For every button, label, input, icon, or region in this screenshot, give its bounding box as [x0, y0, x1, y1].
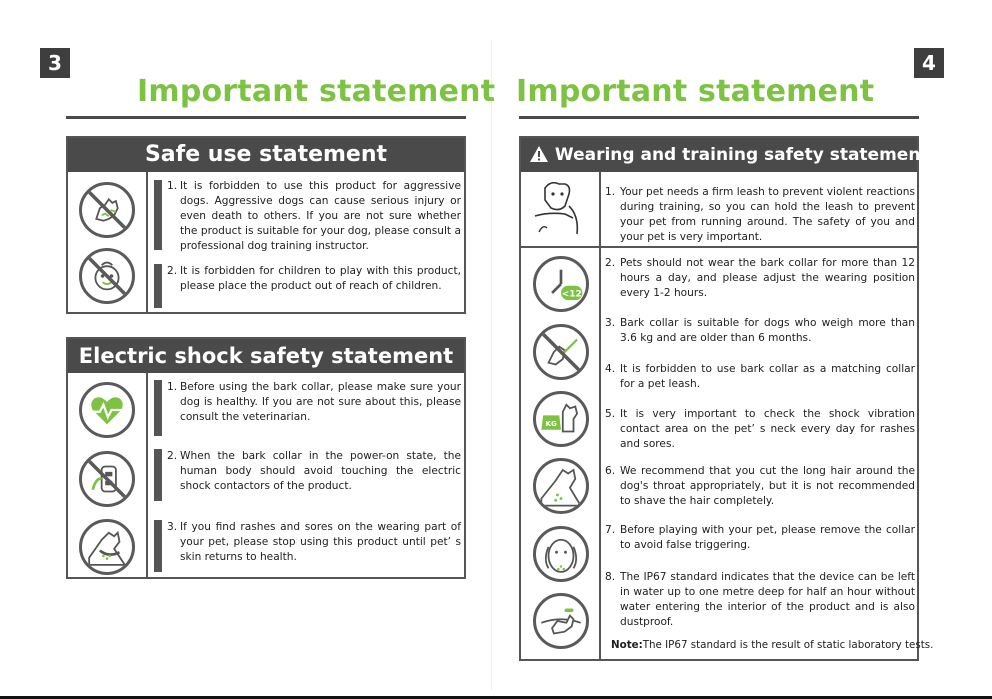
- safe-use-title: Safe use statement: [68, 138, 464, 172]
- dog-neck-icon: [79, 519, 135, 575]
- electric-shock-item-3: 3. If you find rashes and sores on the wearing part of your pet, please stop using this product until pet’ s skin returns to health.: [167, 521, 461, 563]
- page-number-right: 4: [914, 48, 944, 78]
- no-children-icon: [79, 248, 135, 304]
- item-bar: [154, 264, 162, 308]
- wearing-item-7: 7. Before playing with your pet, please remove the collar to avoid false triggering.: [605, 524, 915, 551]
- electric-shock-title: Electric shock safety statement: [68, 339, 464, 373]
- wearing-item-1: 1. Your pet needs a firm leash to prevent violent reactions during training, so you can hold the leash to prevent your pet from running around. The safety of you and your pet is very important.: [605, 186, 915, 243]
- heading-rule-right: [519, 116, 919, 119]
- dog-neck-check-icon: [533, 458, 589, 514]
- page-heading-right: Important statement: [516, 74, 875, 109]
- no-aggressive-dog-icon: [79, 182, 135, 238]
- electric-shock-item-2: 2. When the bark collar in the power-on state, the human body should avoid touching the electric shock contactors of the product.: [167, 450, 461, 492]
- electric-shock-item-1: 1. Before using the bark collar, please make sure your dog is healthy. If you are not sure about this, please consult the veterinarian.: [167, 381, 461, 423]
- clock-12-hours-icon: [533, 256, 589, 312]
- wearing-title-bar: [521, 138, 929, 172]
- wearing-box: [519, 136, 934, 661]
- weight-kg-dog-icon: [533, 391, 589, 447]
- wearing-item-4: 4. It is forbidden to use bark collar as a matching collar for a pet leash.: [605, 363, 915, 390]
- wearing-item-3: 3. Bark collar is suitable for dogs who weigh more than 3.6 kg and are older than 6 months.: [605, 317, 915, 344]
- waterproof-dog-icon: [533, 593, 589, 649]
- page-heading-left: Important statement: [137, 74, 496, 109]
- safe-use-item-1: 1. It is forbidden to use this product for aggressive dogs. Aggressive dogs can cause serious injury or even death to others. If you are not sure whether the product is suitable for your dog, please consult a professional dog training instructor.: [167, 180, 461, 252]
- electric-shock-box: [66, 337, 466, 579]
- wearing-item-6: 6. We recommend that you cut the long hair around the dog's throat appropriately, but it is not recommended to shave the hair completely.: [605, 465, 915, 507]
- safe-use-icon-column: [68, 172, 148, 312]
- warning-triangle-icon: [529, 145, 549, 163]
- heart-health-icon: [79, 382, 135, 438]
- item-bar: [154, 180, 162, 250]
- dog-leash-icon: [525, 176, 595, 240]
- ip67-note: [611, 639, 933, 651]
- wearing-item-8: 8. The IP67 standard indicates that the device can be left in water up to one metre deep for half an hour without water entering the interior of the product and is also dustproof.: [605, 571, 915, 628]
- wearing-title: Wearing and training safety statement: [554, 145, 929, 165]
- note-label: Note:: [611, 639, 643, 651]
- heading-rule-left: [66, 116, 466, 119]
- no-touch-contacts-icon: [79, 451, 135, 507]
- dog-throat-hair-icon: [533, 526, 589, 582]
- kg-label: KG: [545, 419, 557, 429]
- item-bar: [154, 520, 162, 572]
- no-leash-collar-icon: [533, 324, 589, 380]
- safe-use-item-2: 2. It is forbidden for children to play with this product, please place the product out of reach of children.: [167, 265, 461, 292]
- page-fold: [491, 40, 492, 690]
- item-bar: [154, 449, 162, 501]
- note-text: The IP67 standard is the result of static laboratory tests.: [642, 639, 934, 651]
- safe-use-box: [66, 136, 466, 314]
- electric-shock-icon-column: [68, 373, 148, 577]
- page-number-left: 3: [40, 48, 70, 78]
- clock-label: <12: [561, 289, 582, 300]
- row-divider: [521, 246, 917, 248]
- wearing-item-5: 5. It is very important to check the shock vibration contact area on the pet’ s neck every day for rashes and sores.: [605, 408, 915, 450]
- wearing-item-2: 2. Pets should not wear the bark collar for more than 12 hours a day, and please adjust the wearing position every 1-2 hours.: [605, 257, 915, 299]
- item-bar: [154, 380, 162, 436]
